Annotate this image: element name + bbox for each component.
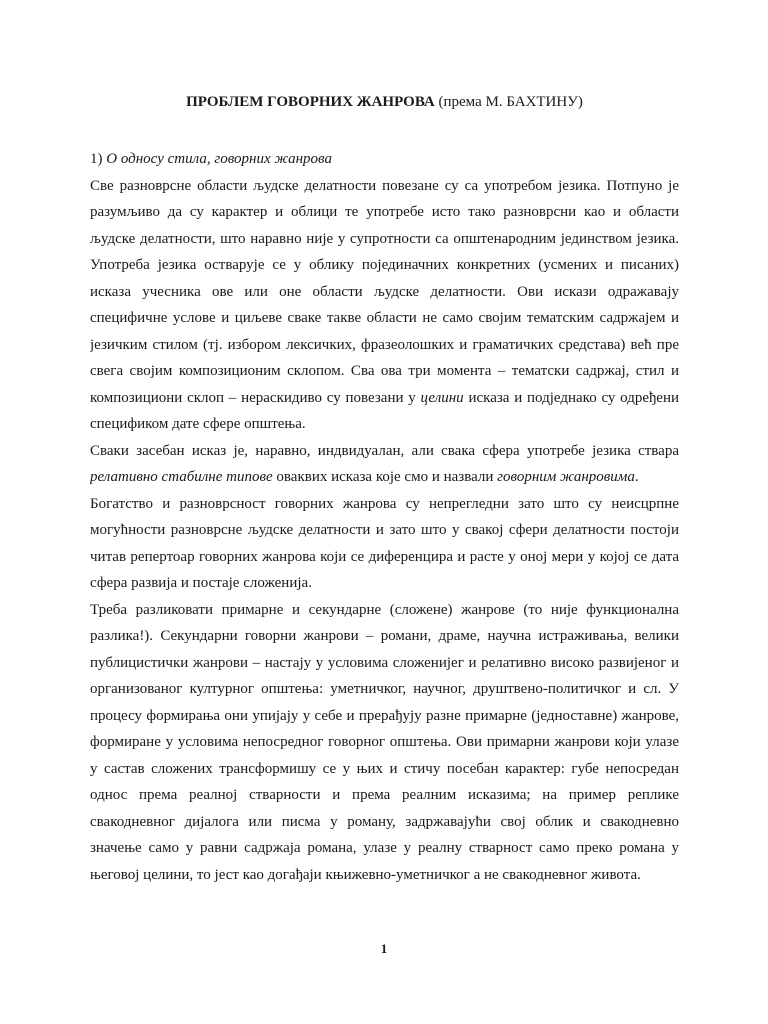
text-line: [90, 703, 679, 730]
text-segment: Сваки засебан исказ је, наравно, индвидуалан, али свака сфера употребе језика ствара: [90, 442, 679, 459]
text-line: [90, 199, 679, 226]
text-line: [90, 491, 679, 518]
text-line: [90, 835, 679, 862]
text-line: [90, 544, 679, 571]
text-segment: свега својим композиционим склопом. Сва ова три момента – тематски садржај, стил и: [90, 363, 679, 379]
text-segment: Треба разликовати примарне и секундарне (сложене) жанрове (то није функционална: [90, 601, 679, 618]
text-line: [90, 570, 679, 597]
text-segment: разумљиво да су карактер и облици те употребе исто тако разноврсни као и области: [90, 204, 679, 220]
text-segment: сфера развија и постаје сложенија.: [90, 575, 312, 591]
section-title: О односу стила, говорних жанрова: [106, 151, 332, 167]
paragraph: [90, 438, 679, 491]
text-segment: читав репертоар говорних жанрова који се диференцира и расте у оној мери у којој се дата: [90, 548, 679, 565]
text-segment: језичким стилом (тј. избором лексичких, фразеолошких и граматичких средстава) већ пре: [90, 336, 679, 353]
text-segment: однос према реалној стварности и према реалним исказима; на пример реплике: [90, 787, 679, 803]
emphasized-text: целини: [420, 389, 464, 406]
text-segment: организованог културног општења: уметничког, научног, друштвено-политичког и сл. У: [90, 681, 679, 697]
text-segment: значење само у равни садржаја романа, улазе у реалну стварност само преко романа у: [90, 840, 679, 856]
text-segment: могућности разноврсне људске делатности и зато што у свакој сфери делатности постоји: [90, 522, 679, 538]
text-line: [90, 862, 679, 889]
text-segment: .: [634, 469, 639, 485]
text-line: [90, 226, 679, 253]
text-segment: спецификом дате сфере општења.: [90, 416, 306, 432]
paragraph: [90, 491, 679, 597]
paragraph: [90, 173, 679, 438]
text-line: [90, 438, 679, 465]
text-line: [90, 650, 679, 677]
text-line: [90, 756, 679, 783]
text-segment: публицистички жанрови – настају у условима сложенијег и релативно високо развијеног и: [90, 654, 679, 671]
text-segment: Богатство и разноврсност говорних жанрова су непрегледни зато што су неисцрпне: [90, 495, 679, 512]
text-line: [90, 517, 679, 544]
text-line: [90, 411, 679, 438]
title-subtitle: (према М. БАХТИНУ): [434, 94, 583, 110]
text-line: [90, 464, 679, 491]
text-segment: људске делатности, што наравно није у супротности са општенародним јединством језика.: [90, 230, 679, 247]
section-number: 1): [90, 151, 107, 167]
text-line: [90, 597, 679, 624]
text-line: [90, 305, 679, 332]
body-text: [90, 173, 679, 889]
section-heading: [90, 146, 679, 173]
text-segment: његовој целини, то јест као догађаји књижевно-уметничког а не свакодневног живота.: [90, 866, 641, 883]
text-segment: исказа и подједнако су одређени: [463, 389, 679, 406]
text-line: [90, 623, 679, 650]
text-segment: у састав сложених трансформишу се у њих и стичу посебан карактер: губе непосредан: [90, 760, 679, 777]
text-segment: композициони склоп – нераскидиво су повезани у: [90, 389, 421, 406]
text-segment: Све разноврсне области људске делатности повезане су са употребом језика. Потпуно је: [90, 177, 679, 194]
text-segment: разлика!). Секундарни говорни жанрови – романи, драме, научна истраживања, велики: [90, 628, 679, 644]
text-line: [90, 729, 679, 756]
text-segment: свакодневног дијалога или писма у роману, задржавајући свој облик и свакодневно: [90, 813, 679, 830]
text-line: [90, 173, 679, 200]
text-segment: процесу формирања они упијају у себе и прерађују разне примарне (једноставне) жанрове,: [90, 707, 679, 724]
title-main: ПРОБЛЕМ ГОВОРНИХ ЖАНРОВА: [186, 94, 435, 110]
text-segment: специфичне услове и циљеве сваке такве области не само својим тематским садржајем и: [90, 310, 679, 326]
text-line: [90, 676, 679, 703]
text-line: [90, 358, 679, 385]
text-segment: Употреба језика остварује се у облику појединачних конкретних (усмених и писаних): [90, 257, 679, 273]
text-line: [90, 279, 679, 306]
text-segment: формиране у условима непосредног говорног општења. Ови примарни жанрови који улазе: [90, 734, 679, 750]
text-line: [90, 252, 679, 279]
document-page: [90, 84, 679, 984]
page-number: 1: [380, 941, 388, 956]
emphasized-text: говорним жанровима: [497, 469, 635, 485]
emphasized-text: релативно стабилне типове: [90, 469, 273, 485]
document-title: [90, 84, 679, 120]
text-line: [90, 782, 679, 809]
text-segment: исказа учесника ове или оне области људске делатности. Ови искази одражавају: [90, 283, 679, 300]
text-line: [90, 332, 679, 359]
text-line: [90, 385, 679, 412]
paragraph: [90, 597, 679, 889]
text-segment: оваквих исказа које смо и назвали: [272, 469, 498, 485]
text-line: [90, 809, 679, 836]
